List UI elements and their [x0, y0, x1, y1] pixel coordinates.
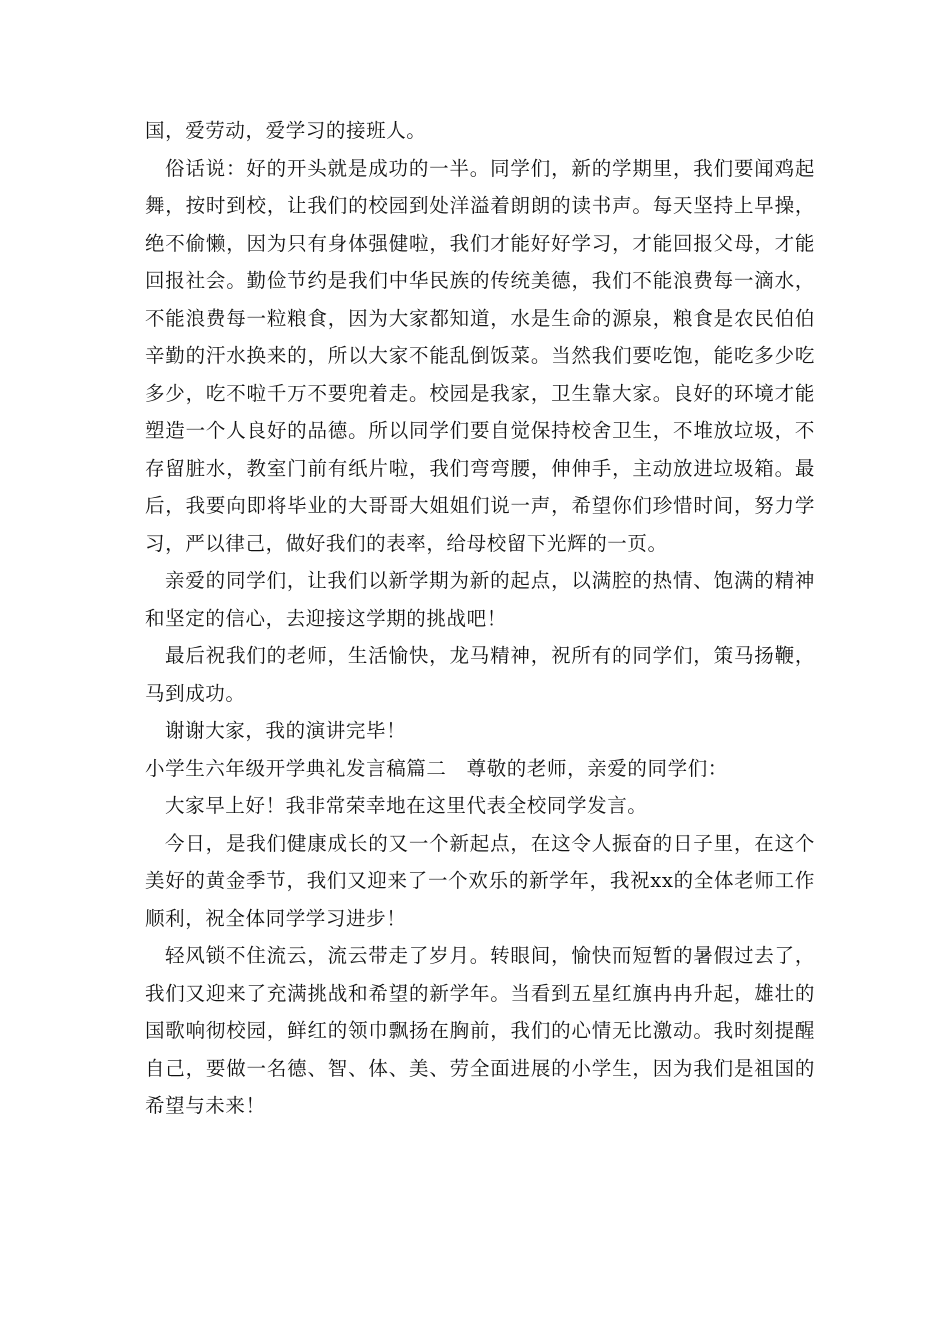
paragraph-thanks: 谢谢大家，我的演讲完毕！: [165, 719, 407, 742]
paragraph-greeting: 大家早上好！我非常荣幸地在这里代表全校同学发言。: [165, 794, 648, 817]
section-heading-part-two: 小学生六年级开学典礼发言稿篇二 尊敬的老师，亲爱的同学们：: [145, 756, 728, 780]
document-body: [145, 112, 815, 1125]
paragraph-summer-past: 轻风锁不住流云，流云带走了岁月。转眼间，愉快而短暂的暑假过去了，我们又迎来了充满挑战和希望的新学年。当看到五星红旗冉冉升起，雄壮的国歌响彻校园，鲜红的领巾飘扬在胸前，我们的心情无比激动。我时刻提醒自己，要做一名德、智、体、美、劳全面进展的小学生，因为我们是祖国的希望与未来！: [145, 944, 815, 1117]
paragraph-new-term: 今日，是我们健康成长的又一个新起点，在这令人振奋的日子里，在这个美好的黄金季节，我们又迎来了一个欢乐的新学年，我祝xx的全体老师工作顺利，祝全体同学学习进步！: [145, 831, 815, 930]
paragraph-call-to-action: 亲爱的同学们，让我们以新学期为新的起点，以满腔的热情、饱满的精神和坚定的信心，去迎接这学期的挑战吧！: [145, 569, 815, 630]
paragraph-closing-wishes: 最后祝我们的老师，生活愉快，龙马精神，祝所有的同学们，策马扬鞭，马到成功。: [145, 644, 815, 705]
paragraph-proverb: 俗话说：好的开头就是成功的一半。同学们，新的学期里，我们要闻鸡起舞，按时到校，让我们的校园到处洋溢着朗朗的读书声。每天坚持上早操，绝不偷懒，因为只有身体强健啦，我们才能好好学习，才能回报父母，才能回报社会。勤俭节约是我们中华民族的传统美德，我们不能浪费每一滴水，不能浪费每一粒粮食，因为大家都知道，水是生命的源泉，粮食是农民伯伯辛勤的汗水换来的，所以大家不能乱倒饭菜。当然我们要吃饱，能吃多少吃多少，吃不啦千万不要兜着走。校园是我家，卫生靠大家。良好的环境才能塑造一个人良好的品德。所以同学们要自觉保持校舍卫生，不堆放垃圾，不存留脏水，教室门前有纸片啦，我们弯弯腰，伸伸手，主动放进垃圾箱。最后，我要向即将毕业的大哥哥大姐姐们说一声，希望你们珍惜时间，努力学习，严以律己，做好我们的表率，给母校留下光辉的一页。: [145, 156, 815, 555]
paragraph-continuation: 国，爱劳动，爱学习的接班人。: [145, 119, 427, 142]
